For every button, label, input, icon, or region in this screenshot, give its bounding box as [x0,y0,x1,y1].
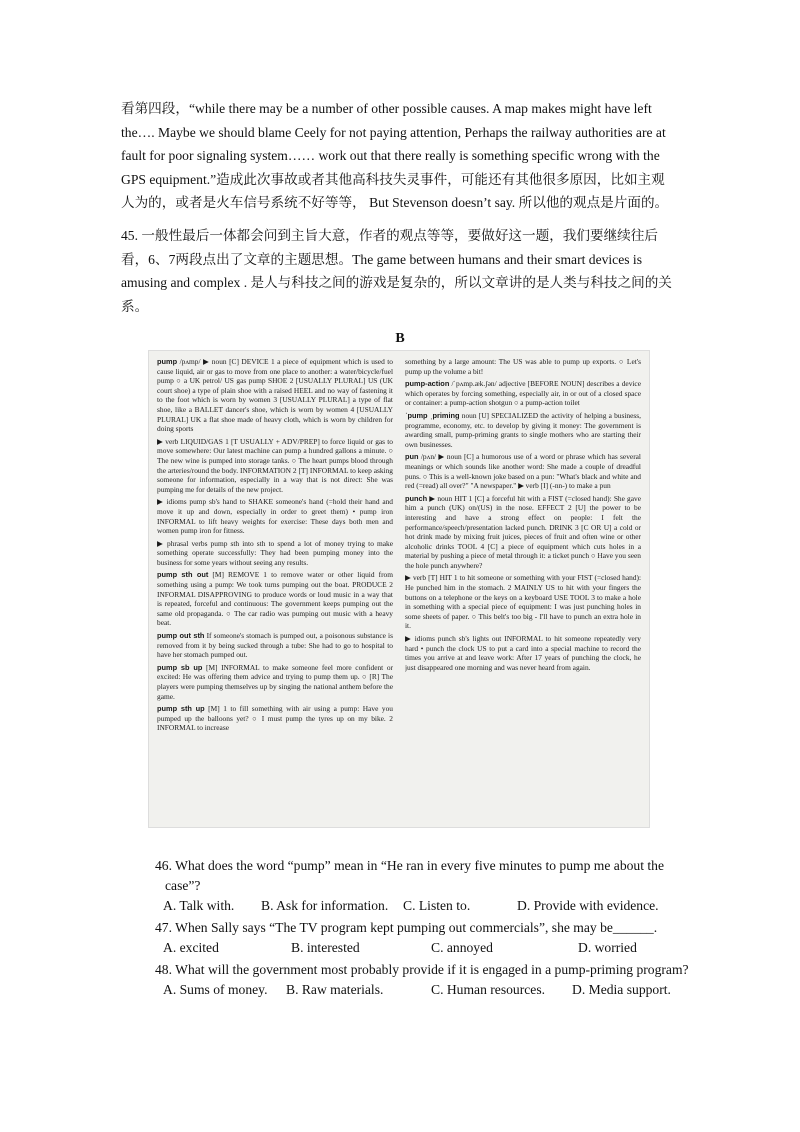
dictionary-definition: /ˈpʌmp.æk.ʃən/ adjective [BEFORE NOUN] describes a device which operates by forcing something, especially air, in or out of a closed space or container: a pump-action shotgun ○ a pump-action toilet [405,379,641,408]
option-b: B. interested [291,940,360,955]
option-a: A. excited [163,940,219,955]
option-b: B. Ask for information. [261,898,389,913]
dictionary-headword: pump sb up [157,662,203,672]
dictionary-definition: ▶ idioms pump sb's hand to SHAKE someone's hand (=hold their hand and move it up and down, especially in order to greet them) • pump iron INFORMAL to lift heavy weights for exercise: These days both men and women pump iron for fitness. [157,497,393,536]
option-a: A. Talk with. [163,898,235,913]
dictionary-entry [405,411,641,449]
dictionary-definition: If someone's stomach is pumped out, a poisonous substance is removed from it by being sucked through a tube: She had to go to hospital to have her stomach pumped out. [157,631,393,660]
section-label: B [395,331,405,346]
dictionary-headword: punch [405,493,428,503]
dictionary-definition: /pʌmp/ ▶ noun [C] DEVICE 1 a piece of equipment which is used to cause liquid, air or gas to move from one place to another: a water/bicycle/fuel pump ○ a UK petrol/ US gas pump SHOE 2 [USUALLY PLURAL] US (UK court shoe) a type of plain shoe with a raised HEEL and no way of fastening it to the foot which is worn by women 3 [USUALLY PLURAL] a type of flat shoe, like a BALLET dancer's shoe, which is worn by women 4 [USUALLY PLURAL] UK a flat shoe made of heavy cloth, which is worn by children for doing sports [157,357,393,434]
option-c: C. annoyed [431,940,493,955]
option-c: C. Human resources. [431,982,546,997]
dictionary-definition: [M] 1 to fill something with air using a pump: Have you pumped up the balloons yet? ○ I must pump the tyres up on my bike. 2 INFORMAL to increase [157,704,393,733]
dictionary-definition: ▶ noun HIT 1 [C] a forceful hit with a FIST (=closed hand): She gave him a punch (UK) on/(US) in the nose. EFFECT 2 [U] the power to be interesting and have a strong effect on people: I felt the performance/speech/presentation lacked punch. DRINK 3 [C OR U] a cold or hot drink made by mixing fruit juices, pieces of fruit and often wine or other alcoholic drinks TOOL 4 [C] a piece of equipment which cuts holes in a material by pushing a piece of metal through it: a ticket punch ○ Have you seen the hole punch anywhere? [405,493,641,570]
dictionary-headword: ˈpump ˌpriming [405,410,460,420]
dictionary-entry [405,379,641,408]
question-48 [155,960,690,1000]
dictionary-definition: ▶ phrasal verbs pump sth into sth to spend a lot of money trying to make something operate successfully: They had been pumping money into the business for some years without seeing any results. [157,538,393,567]
question-stem: 48. What will the government most probably provide if it is engaged in a pump-priming program? [155,962,689,977]
option-d: D. Provide with evidence. [517,898,659,913]
dictionary-definition: ▶ verb [T] HIT 1 to hit someone or something with your FIST (=closed hand): He punched him in the stomach. 2 MAINLY US to hit with your fingers the buttons on a telephone or the keys on a keyboard USE TOOL 3 to make a hole in something with a special piece of equipment: I was just punching holes in some sheets of paper. ○ This belt's too big - I'll have to punch an extra hole in it. [405,573,641,631]
dictionary-headword: pump-action [405,379,450,389]
dictionary-right-column [405,357,641,821]
dictionary-entry [157,631,393,660]
dictionary-entry [405,634,641,672]
dictionary-entry [157,704,393,733]
question-options [155,980,690,1000]
question-options [155,896,690,916]
option-a: A. Sums of money. [163,982,268,997]
dictionary-entry [405,452,641,490]
dictionary-entry [157,497,393,535]
question-46 [155,856,690,916]
dictionary-definition: noun [U] SPECIALIZED the activity of helping a business, programme, economy, etc. to develop by giving it money: The government is awarding small, pump-priming grants to single mothers who are starting their own businesses. [405,410,641,449]
dictionary-headword: pun [405,452,419,462]
dictionary-left-column [157,357,393,821]
option-b: B. Raw materials. [286,982,384,997]
dictionary-definition: ▶ idioms punch sb's lights out INFORMAL to hit someone repeatedly very hard • punch the clock US to put a card into a special machine to record the times you arrive at and leave work: After 17 years of punching the clock, he just disappeared one morning and was never heard from again. [405,634,641,672]
dictionary-definition: [M] INFORMAL to make someone feel more confident or excited: He was offering them advice and trying to pump them up. ○ [R] The players were pumping themselves up by singing the national anthem before the game. [157,662,393,701]
dictionary-entry [405,573,641,631]
option-d: D. Media support. [572,982,671,997]
dictionary-headword: pump sth up [157,704,205,714]
dictionary-definition: /pʌn/ ▶ noun [C] a humorous use of a word or phrase which has several meanings or which sounds like another word: She made a couple of dreadful puns. ○ This is a well-known joke based on a pun: "What's black and white and red (=read) all over?" "A newspaper." ▶ verb [I] (-nn-) to make a pun [405,452,641,491]
dictionary-definition: something by a large amount: The US was able to pump up exports. ○ Let's pump up the volume a bit! [405,357,641,376]
option-d: D. worried [578,940,637,955]
question-stem: 46. What does the word “pump” mean in “He ran in every five minutes to pump me about the case”? [155,858,664,893]
dictionary-headword: pump out sth [157,631,205,641]
dictionary-excerpt-image [148,350,650,828]
question-stem: 47. When Sally says “The TV program kept pumping out commercials”, she may be______. [155,920,658,935]
dictionary-headword: pump [157,357,178,366]
dictionary-entry [405,357,641,376]
dictionary-entry [157,663,393,701]
analysis-paragraph-44: 看第四段，“while there may be a number of other possible causes. A map makes might have left the…. Maybe we should blame Ceely for not paying attention, Perhaps the railway authorities are at fault for poor signaling system…… work out that there really is something specific wrong with the GPS equipment.”造成此次事故或者其他高科技失灵事件，可能还有其他很多原因，比如主观人为的，或者是火车信号系统不好等等， But Stevenson doesn’t say. 所以他的观点是片面的。 [121,101,669,210]
dictionary-headword: pump sth out [157,570,209,580]
dictionary-definition: [M] REMOVE 1 to remove water or other liquid from something using a pump: We took turns pumping out the boat. PRODUCE 2 INFORMAL DISAPPROVING to produce words or loud music in a way that is repeated, forceful and continuous: The government keeps pumping out the same old propaganda. ○ The car radio was pumping out music with a heavy beat. [157,570,393,628]
dictionary-entry [157,437,393,495]
question-47 [155,918,690,958]
analysis-paragraph-45: 45. 一般性最后一体都会问到主旨大意，作者的观点等等，要做好这一题，我们要继续往后看，6、7两段点出了文章的主题思想。The game between humans and their smart devices is amusing and complex . 是人与科技之间的游戏是复杂的，所以文章讲的是人类与科技之间的关系。 [121,228,672,314]
dictionary-definition: ▶ verb LIQUID/GAS 1 [T USUALLY + ADV/PREP] to force liquid or gas to move somewhere: Our latest machine can pump a hundred gallons a minute. ○ The new wine is pumped into storage tanks. ○ The heart pumps blood through the arteries/round the body. INFORMATION 2 [T] INFORMAL to keep asking someone for information, especially in a way that is not direct: She was pumping me for details of the new project. [157,436,393,494]
dictionary-entry [157,539,393,568]
dictionary-entry [405,494,641,571]
dictionary-entry [157,570,393,628]
dictionary-entry [157,357,393,434]
question-options [155,938,690,958]
option-c: C. Listen to. [403,898,471,913]
